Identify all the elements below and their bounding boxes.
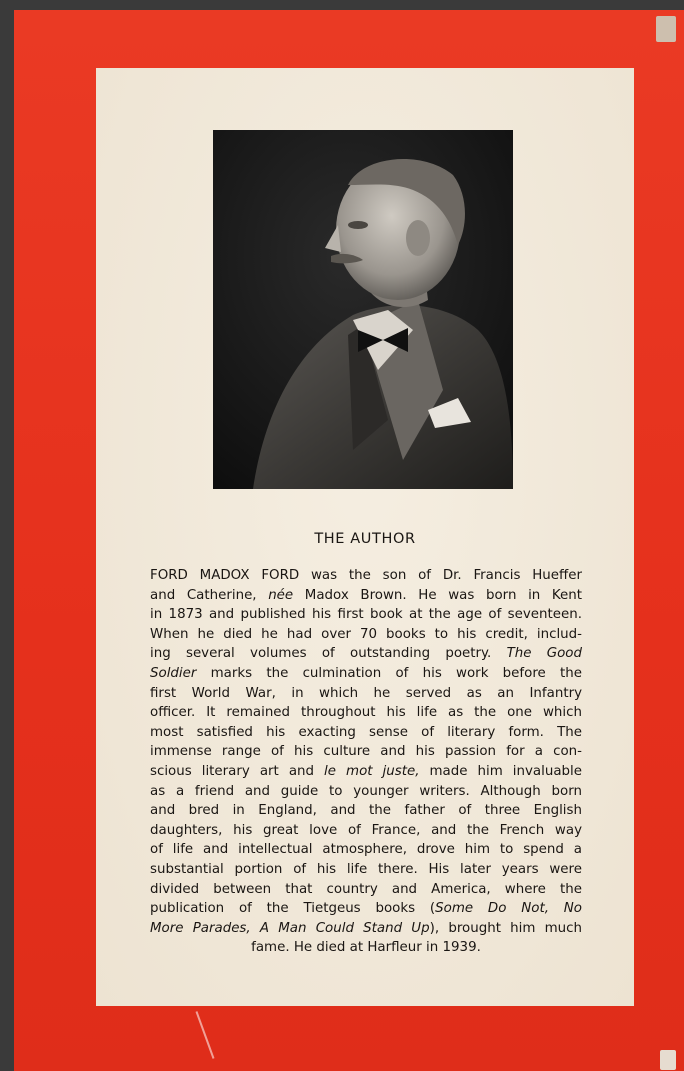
bio-text: publication of the Tietgeus books ( bbox=[150, 901, 436, 917]
bio-line bbox=[150, 899, 582, 919]
bio-text: substantial portion of his life there. His later years were bbox=[150, 861, 582, 877]
bio-line bbox=[150, 938, 582, 958]
bio-text: fame. He died at Harfleur in 1939. bbox=[251, 940, 481, 956]
bio-text: daughters, his great love of France, and the French way bbox=[150, 822, 582, 838]
bio-line bbox=[150, 742, 582, 762]
bio-text: ing several volumes of outstanding poetry. bbox=[150, 646, 507, 662]
author-biography bbox=[150, 566, 582, 958]
bio-line bbox=[150, 644, 582, 664]
bio-text: scious literary art and bbox=[150, 763, 325, 779]
bio-line bbox=[150, 840, 582, 860]
cover-crease bbox=[196, 1011, 215, 1059]
bio-text: immense range of his culture and his passion for a con- bbox=[150, 744, 582, 760]
bio-line bbox=[150, 782, 582, 802]
bio-italic-text: More Parades, A Man Could Stand Up bbox=[150, 920, 430, 936]
bio-italic-text: The Good bbox=[506, 646, 582, 662]
bio-line bbox=[150, 880, 582, 900]
bio-text: and bred in England, and the father of three English bbox=[150, 803, 582, 819]
bio-text: as a friend and guide to younger writers. Although born bbox=[150, 783, 582, 799]
bio-text: marks the culmination of his work before the bbox=[196, 665, 582, 681]
bio-line bbox=[150, 860, 582, 880]
corner-wear bbox=[656, 16, 676, 42]
bio-text: ), brought him much bbox=[429, 920, 582, 936]
portrait-image bbox=[213, 130, 513, 489]
bio-italic-text: née bbox=[268, 587, 294, 603]
bio-text: officer. It remained throughout his life as the one which bbox=[150, 705, 582, 721]
bio-line bbox=[150, 762, 582, 782]
bio-line bbox=[150, 566, 582, 586]
bio-italic-text: le mot juste, bbox=[324, 763, 420, 779]
bio-text: first World War, in which he served as an Infantry bbox=[150, 685, 582, 701]
bio-line bbox=[150, 684, 582, 704]
bio-line bbox=[150, 625, 582, 645]
bio-line bbox=[150, 586, 582, 606]
bio-line bbox=[150, 919, 582, 939]
bio-line bbox=[150, 703, 582, 723]
bio-italic-text: Soldier bbox=[150, 665, 197, 681]
bio-text: When he died he had over 70 books to his credit, includ- bbox=[150, 626, 582, 642]
bio-text: most satisfied his exacting sense of literary form. The bbox=[150, 724, 582, 740]
bio-text: and Catherine, bbox=[150, 587, 269, 603]
bio-line bbox=[150, 605, 582, 625]
bio-text: Madox Brown. He was born in Kent bbox=[293, 587, 582, 603]
section-heading: THE AUTHOR bbox=[314, 531, 416, 547]
bio-text: in 1873 and published his first book at the age of seventeen. bbox=[150, 607, 582, 623]
corner-wear bbox=[660, 1050, 676, 1070]
bio-italic-text: Some Do Not, No bbox=[435, 901, 582, 917]
bio-text: divided between that country and America, where the bbox=[150, 881, 582, 897]
bio-line bbox=[150, 821, 582, 841]
bio-text: FORD MADOX FORD was the son of Dr. Francis Hueffer bbox=[150, 568, 582, 583]
author-portrait bbox=[213, 130, 513, 489]
bio-line bbox=[150, 801, 582, 821]
bio-line bbox=[150, 723, 582, 743]
bio-line bbox=[150, 664, 582, 684]
bio-text: of life and intellectual atmosphere, drove him to spend a bbox=[150, 842, 582, 858]
bio-text: made him invaluable bbox=[419, 763, 583, 779]
